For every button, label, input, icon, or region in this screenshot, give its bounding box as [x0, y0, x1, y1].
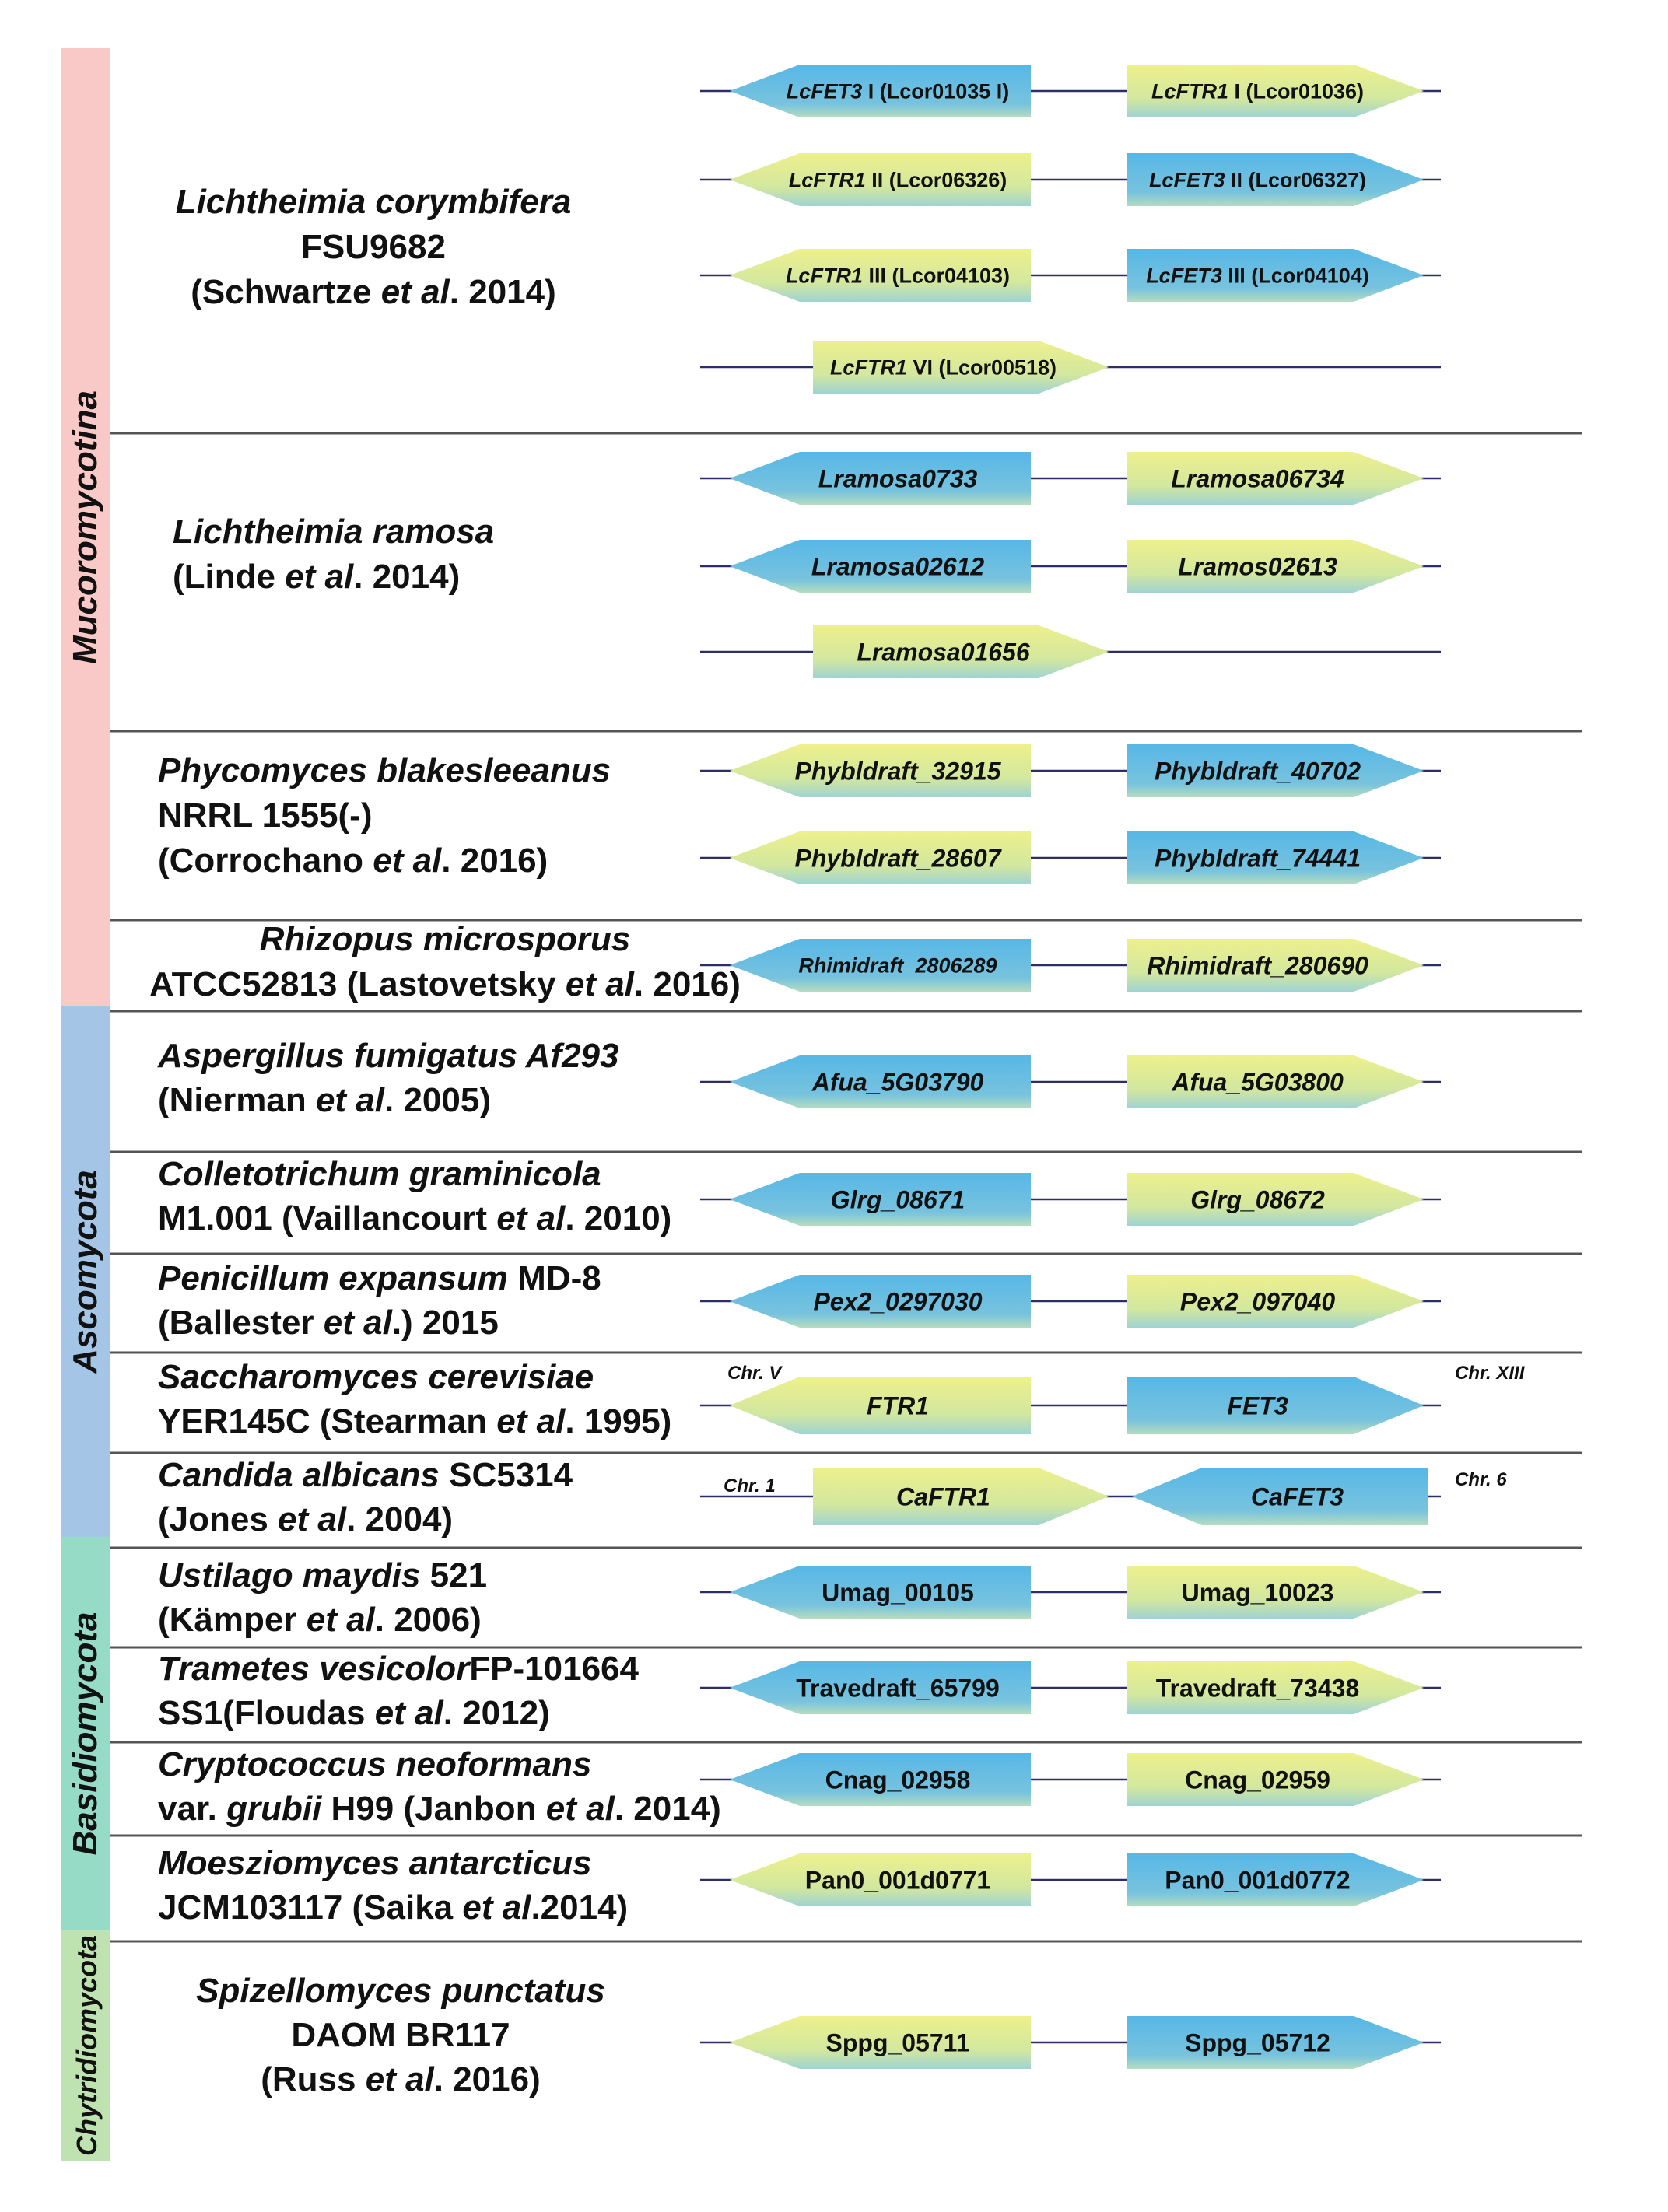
gene-arrow: [1127, 831, 1424, 884]
organism-label-line: Aspergillus fumigatus Af293: [158, 1037, 619, 1075]
gene-label: Phybldraft_40702: [1154, 757, 1361, 786]
organism-aspergillus-fumigatus: [157, 1037, 1441, 1119]
organism-label-line: JCM103117 (Saika et al.2014): [158, 1888, 629, 1927]
gene-arrow: [1127, 65, 1424, 117]
organism-label-line: (Kämper et al. 2006): [158, 1601, 482, 1639]
gene-arrow: [1127, 540, 1424, 593]
gene-label: Afua_5G03790: [811, 1068, 984, 1097]
organism-moesziomyces-antarcticus: [158, 1844, 1441, 1927]
gene-arrow: [1127, 1377, 1424, 1434]
gene-arrow: [1127, 1853, 1424, 1906]
chromosome-label-left: Chr. V: [727, 1363, 782, 1384]
gene-label: Lramos02613: [1178, 552, 1337, 581]
gene-arrow: [813, 341, 1109, 394]
organism-rhizopus-microsporus: [149, 920, 1441, 1003]
gene-label: Afua_5G03800: [1172, 1068, 1344, 1097]
gene-arrow: [730, 540, 1031, 593]
gene-label: FET3: [1227, 1391, 1288, 1420]
gene-label: Umag_00105: [822, 1578, 974, 1607]
gene-arrow: [730, 249, 1031, 302]
gene-label: Rhimidraft_280690: [1147, 951, 1368, 980]
gene-label: LcFTR1 III (Lcor04103): [785, 264, 1011, 288]
gene-label: Lramosa0733: [818, 464, 978, 493]
organism-label-line: Spizellomyces punctatus: [196, 1972, 605, 2010]
gene-arrow: [730, 1173, 1031, 1226]
gene-arrow: [730, 744, 1031, 797]
gene-arrow: [1127, 1753, 1424, 1806]
gene-label: Rhimidraft_2806289: [798, 954, 997, 978]
gene-label: Glrg_08672: [1190, 1185, 1325, 1214]
gene-label: Lramosa02612: [811, 552, 985, 581]
organism-label-line: YER145C (Stearman et al. 1995): [158, 1402, 672, 1440]
organism-lichtheimia-ramosa: [173, 452, 1441, 678]
gene-label: Pan0_001d0772: [1165, 1866, 1351, 1895]
organism-label-line: ATCC52813 (Lastovetsky et al. 2016): [149, 965, 741, 1003]
gene-label: Cnag_02959: [1185, 1766, 1330, 1794]
gene-arrow: [1132, 1468, 1428, 1525]
gene-arrow: [730, 1377, 1031, 1434]
organism-candida-albicans: [158, 1456, 1507, 1538]
gene-arrow: [730, 153, 1031, 206]
organism-label-line: Moesziomyces antarcticus: [158, 1844, 592, 1882]
gene-label: LcFTR1 VI (Lcor00518): [829, 355, 1057, 380]
organism-penicillum-expansum: [158, 1259, 1441, 1342]
organism-label-line: Colletotrichum graminicola: [158, 1155, 601, 1193]
organism-label-line: Lichtheimia ramosa: [173, 513, 495, 551]
phylum-label-basidiomycota: Basidiomycota: [66, 1612, 104, 1856]
organism-spizellomyces-punctatus: [196, 1972, 1441, 2098]
organism-label-line: Rhizopus microsporus: [259, 920, 631, 958]
organism-label-line: Phycomyces blakesleeanus: [158, 751, 611, 789]
gene-arrow: [1127, 2016, 1424, 2069]
gene-arrow: [1127, 1275, 1424, 1328]
gene-arrow: [1127, 1055, 1424, 1108]
organism-label-line: SS1(Floudas et al. 2012): [158, 1694, 550, 1732]
gene-label: Sppg_05711: [825, 2028, 970, 2057]
organism-label-line: Lichtheimia corymbifera: [175, 183, 572, 221]
gene-label: Phybldraft_28607: [794, 844, 1001, 873]
gene-arrow: [1127, 249, 1424, 302]
organism-label-line: (Jones et al. 2004): [158, 1500, 454, 1538]
gene-arrow: [730, 1566, 1031, 1619]
organism-saccharomyces-cerevisiae: [158, 1358, 1526, 1440]
organism-lichtheimia-corymbifera: [176, 65, 1441, 394]
gene-label: LcFTR1 I (Lcor01036): [1151, 79, 1365, 103]
gene-label: Travedraft_73438: [1155, 1674, 1360, 1703]
organism-cryptococcus-neoformans: [158, 1745, 1441, 1828]
organism-label-line: Candida albicans SC5314: [158, 1456, 573, 1494]
gene-label: Glrg_08671: [830, 1185, 965, 1214]
gene-label: Pan0_001d0771: [804, 1866, 991, 1895]
organism-label-line: FSU9682: [301, 228, 446, 266]
organism-label-line: Trametes vesicolorFP-101664: [158, 1650, 639, 1688]
organism-label-line: Cryptococcus neoformans: [158, 1745, 592, 1783]
organism-label-line: Penicillum expansum MD-8: [158, 1259, 601, 1297]
gene-arrow: [1127, 1566, 1424, 1619]
gene-label: Cnag_02958: [825, 1766, 971, 1794]
organism-label-line: M1.001 (Vaillancourt et al. 2010): [158, 1199, 672, 1237]
gene-arrow: [1127, 939, 1424, 992]
organism-phycomyces-blakesleeanus: [158, 744, 1441, 884]
chromosome-label-left: Chr. 1: [724, 1475, 776, 1496]
organism-label-line: (Ballester et al.) 2015: [158, 1304, 499, 1342]
gene-label: Pex2_0297030: [813, 1287, 983, 1316]
gene-label: LcFET3 II (Lcor06327): [1148, 168, 1367, 192]
gene-arrow: [730, 65, 1031, 117]
gene-arrow: [813, 625, 1109, 678]
organism-colletotrichum-graminicola: [158, 1155, 1441, 1237]
organism-label-line: (Schwartze et al. 2014): [191, 273, 556, 311]
gene-arrow: [730, 1753, 1031, 1806]
gene-arrow: [1127, 153, 1424, 206]
gene-label: Travedraft_65799: [796, 1674, 1000, 1703]
gene-arrow: [730, 2016, 1031, 2069]
gene-arrow: [1127, 1173, 1424, 1226]
organism-label-line: DAOM BR117: [291, 2016, 510, 2054]
phylum-label-ascomycota: Ascomycota: [66, 1170, 104, 1374]
gene-label: Phybldraft_32915: [794, 757, 1001, 786]
organism-label-line: NRRL 1555(-): [158, 796, 373, 835]
gene-label: Umag_10023: [1181, 1578, 1334, 1607]
gene-arrow: [730, 831, 1031, 884]
gene-label: Phybldraft_74441: [1154, 844, 1361, 873]
gene-arrow: [1127, 1661, 1424, 1714]
gene-label: CaFTR1: [896, 1482, 990, 1511]
chromosome-label-right: Chr. 6: [1455, 1469, 1507, 1490]
gene-label: LcFTR1 II (Lcor06326): [788, 168, 1007, 192]
organism-label-line: Ustilago maydis 521: [158, 1556, 488, 1594]
gene-label: FTR1: [867, 1391, 929, 1420]
organism-trametes-vesicolor: [158, 1650, 1441, 1732]
gene-arrow: [1127, 744, 1424, 797]
chromosome-label-right: Chr. XIII: [1455, 1363, 1525, 1384]
gene-label: LcFET3 I (Lcor01035 I): [786, 79, 1010, 103]
organism-label-line: (Corrochano et al. 2016): [158, 842, 548, 880]
organism-ustilago-maydis: [158, 1556, 1441, 1639]
gene-arrow: [730, 1661, 1031, 1714]
gene-arrow: [730, 1055, 1031, 1108]
organism-label-line: (Nierman et al. 2005): [158, 1081, 491, 1119]
gene-label: Lramosa01656: [857, 638, 1030, 667]
gene-arrow: [730, 1853, 1031, 1906]
organism-label-line: (Russ et al. 2016): [261, 2060, 541, 2098]
gene-arrow: [1127, 452, 1424, 505]
gene-label: Lramosa06734: [1171, 464, 1344, 493]
gene-label: Pex2_097040: [1179, 1287, 1336, 1316]
gene-arrow: [730, 939, 1031, 992]
organism-label-line: var. grubii H99 (Janbon et al. 2014): [158, 1790, 721, 1828]
organism-label-line: (Linde et al. 2014): [173, 558, 461, 596]
gene-arrow: [813, 1468, 1109, 1525]
phylum-label-mucoromycotina: Mucoromycotina: [66, 390, 104, 665]
gene-arrow: [730, 1275, 1031, 1328]
organism-label-line: Saccharomyces cerevisiae: [158, 1358, 594, 1396]
gene-arrow: [730, 452, 1031, 505]
gene-label: CaFET3: [1250, 1482, 1344, 1511]
gene-label: LcFET3 III (Lcor04104): [1146, 264, 1369, 288]
gene-label: Sppg_05712: [1185, 2028, 1330, 2057]
phylum-label-chytridiomycota: Chytridiomycota: [71, 1934, 103, 2157]
